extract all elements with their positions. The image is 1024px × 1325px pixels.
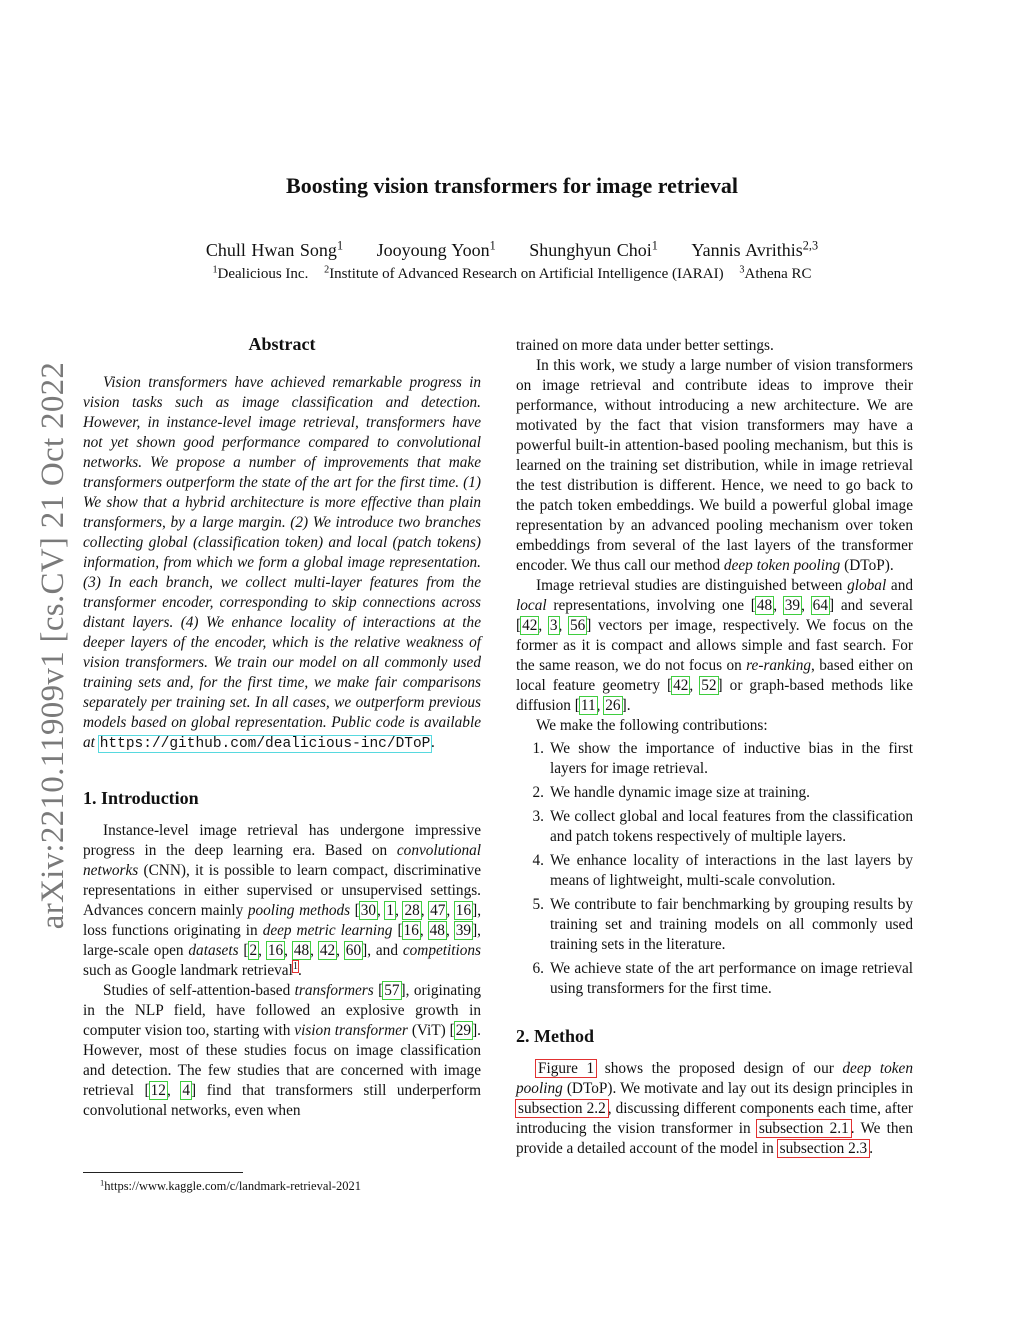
paper-title: Boosting vision transformers for image retrieval <box>286 173 738 198</box>
citation-link[interactable]: 16 <box>455 902 472 919</box>
citation-link[interactable]: 39 <box>455 922 472 939</box>
author: Shunghyun Choi$^1$ <box>529 238 658 260</box>
list-item: 1. We show the importance of inductive bias in the first layers for image retrieval. <box>532 740 913 777</box>
citation-link[interactable]: 26 <box>605 697 621 714</box>
code-repository-link[interactable]: https://github.com/dealicious-inc/DToP <box>99 736 431 752</box>
list-item: 2. We handle dynamic image size at training. <box>532 784 810 801</box>
citation-link[interactable]: 42 <box>319 942 336 959</box>
arxiv-identifier-stamp <box>29 345 79 945</box>
citation-link[interactable]: 28 <box>404 902 420 919</box>
list-item: 4. We enhance locality of interactions in the last layers by means of lightweight, multi-scale convolution. <box>532 852 913 889</box>
citation-link[interactable]: 52 <box>701 677 717 694</box>
citation-link[interactable]: 64 <box>812 597 828 614</box>
citation-link[interactable]: 11 <box>580 697 596 714</box>
abstract-body: Vision transformers have achieved remarkable progress in vision tasks such as image classification and detection. However, in instance-level image retrieval, transformers have not yet shown good performance compared to convolutional networks. We propose a number of improvements that make transformers outperform the state of the art for the first time. (1) We show that a hybrid architecture is more effective than plain transformers, by a large margin. (2) We introduce two branches collecting global (classification token) and local (patch tokens) information, from which we form a global image representation. (3) In each branch, we collect multi-layer features from the transformer encoder, corresponding to skip connections across distant layers. (4) We enhance locality of interactions at the deeper layers of the encoder, which is the relative weakness of vision transformers. We train our model on all commonly used training sets and, for the first time, we make fair comparisons separately per training set. In all cases, we outperform previous models based on global representation. Public code is available at https://github.com/dealicious-inc/DToP. <box>83 374 481 752</box>
right-column <box>516 336 913 1159</box>
footnote-divider <box>83 1172 243 1173</box>
citation-link[interactable]: 1 <box>386 902 395 919</box>
author: Yannis Avrithis$^{2,3}$ <box>691 238 819 260</box>
abstract-heading: Abstract <box>248 334 316 354</box>
footnote: $^1$https://www.kaggle.com/c/landmark-retrieval-2021 <box>100 1177 362 1193</box>
contributions-list <box>516 739 913 999</box>
citation-link[interactable]: 48 <box>429 922 445 939</box>
method-heading: 2. Method <box>516 1026 594 1046</box>
introduction-heading: 1. Introduction <box>83 788 199 808</box>
affiliation: $^1$Dealicious Inc. <box>212 264 309 282</box>
intro-continuation: trained on more data under better settings. <box>516 337 774 354</box>
citation-link[interactable]: 60 <box>345 942 362 959</box>
citation-link[interactable]: 39 <box>784 597 801 614</box>
subsection-reference-link[interactable]: subsection 2.1 <box>758 1120 849 1137</box>
citation-link[interactable]: 3 <box>549 617 558 634</box>
subsection-reference-link[interactable]: subsection 2.2 <box>518 1100 606 1117</box>
citation-link[interactable]: 2 <box>249 942 258 959</box>
citation-link[interactable]: 42 <box>673 677 689 694</box>
figure-reference-link[interactable]: Figure 1 <box>538 1060 595 1077</box>
citation-link[interactable]: 29 <box>455 1022 472 1039</box>
citation-link[interactable]: 4 <box>182 1082 191 1099</box>
affiliation: $^3$Athena RC <box>739 264 812 282</box>
footnote-reference-link[interactable]: 1 <box>292 961 299 973</box>
affiliation-list <box>0 266 1024 283</box>
citation-link[interactable]: 56 <box>570 617 586 634</box>
citation-link[interactable]: 30 <box>360 902 377 919</box>
author-list <box>0 240 1024 261</box>
intro-paragraph-2: Studies of self-attention-based transformers [57], originating in the NLP field, have followed an explosive growth in computer vision too, starting with vision transformer (ViT) [29]. However, most of these studies focus on image classification and detection. The few studies that are concerned with image retrieval [12, 4] find that transformers still underperform convolutional networks, even when <box>83 982 482 1119</box>
list-item: 6. We achieve state of the art performance on image retrieval using transformers for the first time. <box>532 960 913 997</box>
footnote-url: https://www.kaggle.com/c/landmark-retrieval-2021 <box>104 1179 362 1193</box>
list-item: 5. We contribute to fair benchmarking by grouping results by training set and training models on all commonly used training sets in the literature. <box>532 896 913 953</box>
contributions-intro: We make the following contributions: <box>536 717 768 734</box>
left-column <box>83 333 481 1121</box>
citation-link[interactable]: 42 <box>522 617 538 634</box>
intro-paragraph-4: Image retrieval studies are distinguished between global and local representations, involving one [48, 39, 64] and several [42, 3, 56] vectors per image, respectively. We focus on the former as it is compact and allows simple and fast search. For the same reason, we do not focus on re-ranking, based either on local feature geometry [42, 52] or graph-based methods like diffusion [11, 26]. <box>516 577 913 714</box>
author: Jooyoung Yoon$^1$ <box>376 238 496 260</box>
affiliation: $^2$Institute of Advanced Research on Artificial Intelligence (IARAI) <box>324 264 724 282</box>
citation-link[interactable]: 12 <box>150 1082 166 1099</box>
intro-paragraph-1: Instance-level image retrieval has undergone impressive progress in the deep learning era. Based on convolutional networks (CNN), it is possible to learn compact, discriminative representations in either supervised or unsupervised settings. Advances concern mainly pooling methods [30, 1, 28, 47, 16], loss functions originating in deep metric learning [16, 48, 39], large-scale open datasets [2, 16, 48, 42, 60], and competitions such as Google landmark retrieval$^1$. <box>83 822 482 979</box>
citation-link[interactable]: 57 <box>384 982 400 999</box>
author: Chull Hwan Song$^1$ <box>205 238 344 260</box>
citation-link[interactable]: 48 <box>293 942 310 959</box>
citation-link[interactable]: 48 <box>756 597 773 614</box>
subsection-reference-link[interactable]: subsection 2.3 <box>779 1140 868 1157</box>
list-item: 3. We collect global and local features from the classification and patch tokens respectively of multiple layers. <box>532 808 913 845</box>
arxiv-identifier-text: arXiv:2210.11909v1 [cs.CV] 21 Oct 2022 <box>35 361 72 929</box>
intro-paragraph-3: In this work, we study a large number of vision transformers on image retrieval and contribute ideas to improve their performance, without introducing a new architecture. We are motivated by the fact that vision transformers may have a powerful built-in attention-based pooling mechanism, but this is learned on the training set distribution, while in image retrieval the test distribution is different. Hence, we need to go back to the patch token embeddings. We build a powerful global image representation by an advanced pooling mechanism over token embeddings from several of the last layers of the transformer encoder. We thus call our method deep token pooling (DToP). <box>516 357 913 574</box>
citation-link[interactable]: 16 <box>267 942 284 959</box>
citation-link[interactable]: 16 <box>403 922 419 939</box>
citation-link[interactable]: 47 <box>430 902 446 919</box>
method-paragraph: Figure 1 shows the proposed design of our deep token pooling (DToP). We motivate and lay out its design principles in subsection 2.2 , discussing different components each time, after introducing the vision transformer in subsection 2.1 . We then provide a detailed account of the model in subsection 2.3 . <box>516 1060 913 1157</box>
